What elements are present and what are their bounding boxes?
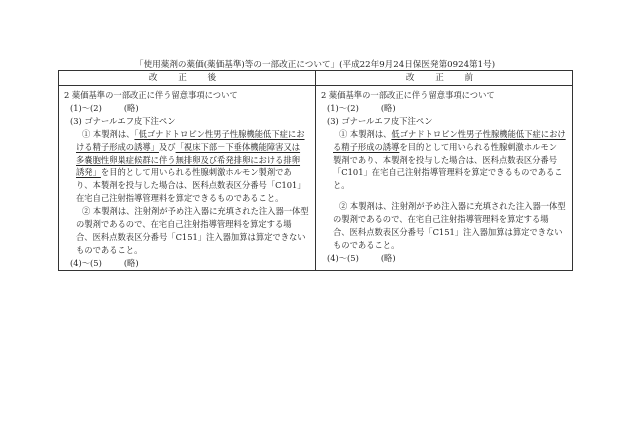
amended-text: 誘発」	[76, 167, 101, 178]
amended-text: 多嚢胞性卵巣症候群に伴う無排卵及び希発排卵における排卵	[76, 154, 301, 165]
amended-text: 「視床下部－下垂体機能障害又は	[175, 141, 301, 152]
section-heading: 2 薬価基準の一部改正に伴う留意事項について	[321, 90, 495, 100]
item-range-label: (4)～(5)	[327, 252, 359, 263]
para2-line2: の製剤であるので、在宅自己注射指導管理料を算定する場	[76, 219, 292, 230]
para2-line1: ② 本製剤は、注射剤が予め注入器に充填された注入器一体型	[339, 201, 566, 212]
column-after	[59, 86, 316, 271]
item-heading: (3) ゴナールエフ皮下注ペン	[327, 115, 433, 126]
para1-line2: ける精子形成の誘導」及び「視床下部－下垂体機能障害又は	[76, 141, 301, 152]
header-before: 改 正 前	[316, 71, 573, 86]
para2-line4: ものであること。	[76, 244, 143, 255]
para2-line1: ② 本製剤は、注射剤が予め注入器に充填された注入器一体型	[82, 206, 309, 217]
para1-line1: ① 本製剤は、低ゴナドトロピン性男子性腺機能低下症におけ	[339, 128, 566, 139]
para2-line3: 合、医科点数表区分番号「C151」注入器加算は算定できない	[333, 227, 563, 238]
amended-text: ける精子形成の誘導」	[76, 141, 159, 152]
para2-line3: 合、医科点数表区分番号「C151」注入器加算は算定できない	[76, 231, 306, 242]
omitted-mark: (略)	[380, 252, 396, 263]
item-range	[321, 102, 568, 115]
para1-line5: り、本製剤を投与した場合は、医科点数表区分番号「C101」	[76, 180, 306, 191]
comparison-table	[58, 70, 573, 271]
omitted-mark: (略)	[123, 102, 139, 113]
document-title: 「使用薬剤の薬価(薬価基準)等の一部改正について」(平成22年9月24日保医発第0924第1号)	[134, 60, 496, 70]
header-after: 改 正 後	[59, 71, 316, 86]
para1-line5: と。	[333, 180, 350, 191]
column-before	[316, 86, 573, 271]
para1-line1: ① 本製剤は、「低ゴナドトロピン性男子性腺機能低下症にお	[82, 128, 305, 139]
amended-text: 「低ゴナドトロピン性男子性腺機能低下症にお	[134, 128, 305, 139]
section-heading: 2 薬価基準の一部改正に伴う留意事項について	[64, 90, 238, 100]
para1-line3	[64, 154, 311, 167]
item-heading: (3) ゴナールエフ皮下注ペン	[70, 115, 176, 126]
para1-line6: 在宅自己注射指導管理料を算定できるものであること。	[76, 193, 284, 204]
item-range	[321, 252, 568, 265]
item-range	[64, 257, 311, 270]
omitted-mark: (略)	[380, 102, 396, 113]
amended-text: 低ゴナドトロピン性男子性腺機能低下症におけ	[391, 128, 566, 139]
item-range-label: (1)～(2)	[70, 102, 102, 113]
para1-line3: 製剤であり、本製剤を投与した場合は、医科点数表区分番号	[333, 154, 558, 165]
omitted-mark: (略)	[123, 257, 139, 268]
item-range-label: (4)～(5)	[70, 257, 102, 268]
amended-text: る精子形成の誘導	[333, 141, 400, 152]
para2-line2: の製剤であるので、在宅自己注射指導管理料を算定する場	[333, 214, 549, 225]
para1-line4: 「C101」在宅自己注射指導管理料を算定できるものであるこ	[333, 167, 563, 178]
para1-line2: る精子形成の誘導を目的として用いられる性腺刺激ホルモン	[333, 141, 558, 152]
item-range-label: (1)～(2)	[327, 102, 359, 113]
para1-line4: 誘発」を目的として用いられる性腺刺激ホルモン製剤であ	[76, 167, 292, 178]
para2-line4: ものであること。	[333, 239, 400, 250]
item-range	[64, 102, 311, 115]
